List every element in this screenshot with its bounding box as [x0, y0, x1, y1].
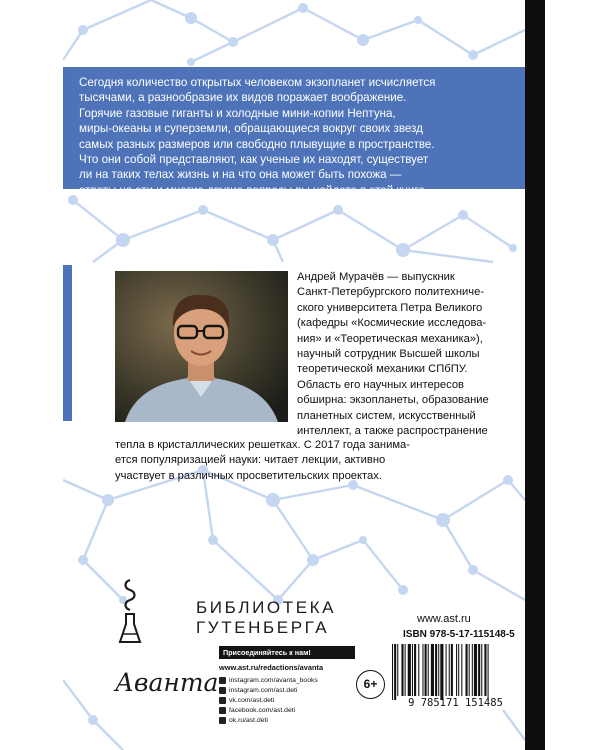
bio-line: научный сотрудник Высшей школы — [297, 348, 480, 361]
bio-line: (кафедры «Космические исследова- — [297, 317, 487, 330]
bio-line: Андрей Мурачёв — выпускник — [297, 271, 455, 283]
publisher-site-link[interactable]: www.ast.ru/redactions/avanta — [219, 663, 324, 672]
social-link[interactable] — [219, 675, 354, 685]
barcode-bar — [418, 644, 419, 696]
barcode-bar — [472, 644, 473, 696]
join-us-banner: Присоединяйтесь к нам! — [219, 646, 355, 659]
barcode-bar — [488, 644, 489, 700]
bio-line: интеллект, а также распространение — [297, 425, 488, 438]
bio-line: ется популяризацией науки: читает лекции, активно — [115, 454, 386, 467]
barcode-bar — [449, 644, 450, 696]
bio-line: ния» и «Теоретическая механика»), — [297, 332, 483, 345]
age-rating-badge: 6+ — [356, 670, 385, 699]
bio-line: Санкт-Петербургского политехниче- — [297, 286, 485, 299]
barcode-bar — [392, 644, 393, 700]
barcode-bar — [474, 644, 477, 696]
site-url[interactable]: www.ast.ru — [417, 613, 471, 625]
social-link-text: instagram.com/avanta_books — [229, 676, 318, 684]
vk-icon — [219, 697, 226, 704]
social-link-text: facebook.com/ast.deti — [229, 706, 296, 714]
social-link[interactable] — [219, 715, 354, 725]
social-link-text: vk.com/ast.deti — [229, 696, 275, 704]
social-link[interactable] — [219, 705, 354, 715]
bio-line: участвует в различных просветительских проектах. — [115, 469, 382, 482]
bio-line: планетных систем, искусственный — [297, 409, 476, 422]
bio-line: теоретической механики СПбПУ. — [297, 363, 468, 376]
barcode-bar — [451, 644, 453, 696]
author-photo — [115, 271, 288, 422]
instagram-icon — [219, 677, 226, 684]
barcode-bar — [469, 644, 470, 696]
flask-icon — [118, 578, 142, 648]
facebook-icon — [219, 707, 226, 714]
author-bio — [297, 270, 525, 439]
series-title-line2: ГУТЕНБЕРГА — [196, 618, 330, 637]
barcode-bar — [405, 644, 406, 696]
ok-icon — [219, 717, 226, 724]
isbn: ISBN 978-5-17-115148-5 — [403, 629, 515, 640]
social-link-text: instagram.com/ast.deti — [229, 686, 298, 694]
instagram-icon — [219, 687, 226, 694]
barcode-bar — [397, 644, 398, 696]
barcode-bar — [478, 644, 480, 696]
blurb-text — [63, 67, 525, 198]
barcode-bar — [428, 644, 429, 696]
back-cover — [63, 0, 525, 750]
series-logo — [118, 578, 337, 648]
social-link[interactable] — [219, 685, 354, 695]
publisher-logo: Аванта — [115, 668, 219, 697]
bio-line: ского университета Петра Великого — [297, 301, 483, 314]
barcode-bar — [484, 644, 486, 696]
blurb-line: миры-океаны и суперземли, обращающиеся вокруг своих звезд — [79, 122, 423, 136]
blurb-line: Горячие газовые гиганты и холодные мини-копии Нептуна, — [79, 106, 396, 120]
barcode-bar — [401, 644, 403, 696]
barcode-bar — [456, 644, 457, 696]
blurb-line: самых разных размеров или свободно плывущие в пространстве. — [79, 137, 435, 151]
barcode-bar — [466, 644, 468, 696]
barcode-bar — [458, 644, 459, 696]
barcode-bar — [422, 644, 423, 696]
barcode-bar — [440, 644, 443, 700]
barcode — [389, 644, 522, 700]
blurb-line: Сегодня количество открытых человеком экзопланет исчисляется — [79, 76, 436, 89]
series-title-line1: БИБЛИОТЕКА — [196, 598, 337, 617]
barcode-bar — [435, 644, 437, 696]
barcode-bar — [394, 644, 396, 700]
barcode-bar — [446, 644, 447, 696]
barcode-bar — [425, 644, 427, 696]
social-link-text: ok.ru/ast.deti — [229, 716, 268, 724]
blurb-line: тысячами, а разнообразие их видов поражает воображение. — [79, 91, 407, 105]
barcode-bar — [431, 644, 434, 696]
bio-line: Область его научных интересов — [297, 378, 464, 391]
barcode-bar — [438, 644, 439, 696]
blurb-line: ли на таких телах жизнь и на что она может быть похожа — — [79, 168, 402, 182]
blurb-panel — [63, 67, 525, 197]
barcode-bar — [461, 644, 462, 696]
blurb-line: Что они собой представляют, как ученые их находят, существует — [79, 153, 429, 167]
author-bio-continued — [115, 438, 525, 484]
social-block — [219, 646, 354, 725]
barcode-number: 9 785171 151485 — [408, 697, 503, 709]
barcode-bar — [481, 644, 482, 696]
barcode-bar — [408, 644, 411, 696]
side-accent-tab — [63, 265, 72, 421]
blurb-line: ответы на эти и многие другие вопросы вы найдете в этой книге. — [79, 183, 429, 197]
bio-line: тепла в кристаллических решетках. С 2017 года занима- — [115, 439, 410, 451]
barcode-bar — [412, 644, 413, 696]
book-spine-edge — [525, 0, 545, 750]
social-link[interactable] — [219, 695, 354, 705]
barcode-bar — [414, 644, 416, 696]
bio-line: обширна: экзопланеты, образование — [297, 394, 489, 407]
